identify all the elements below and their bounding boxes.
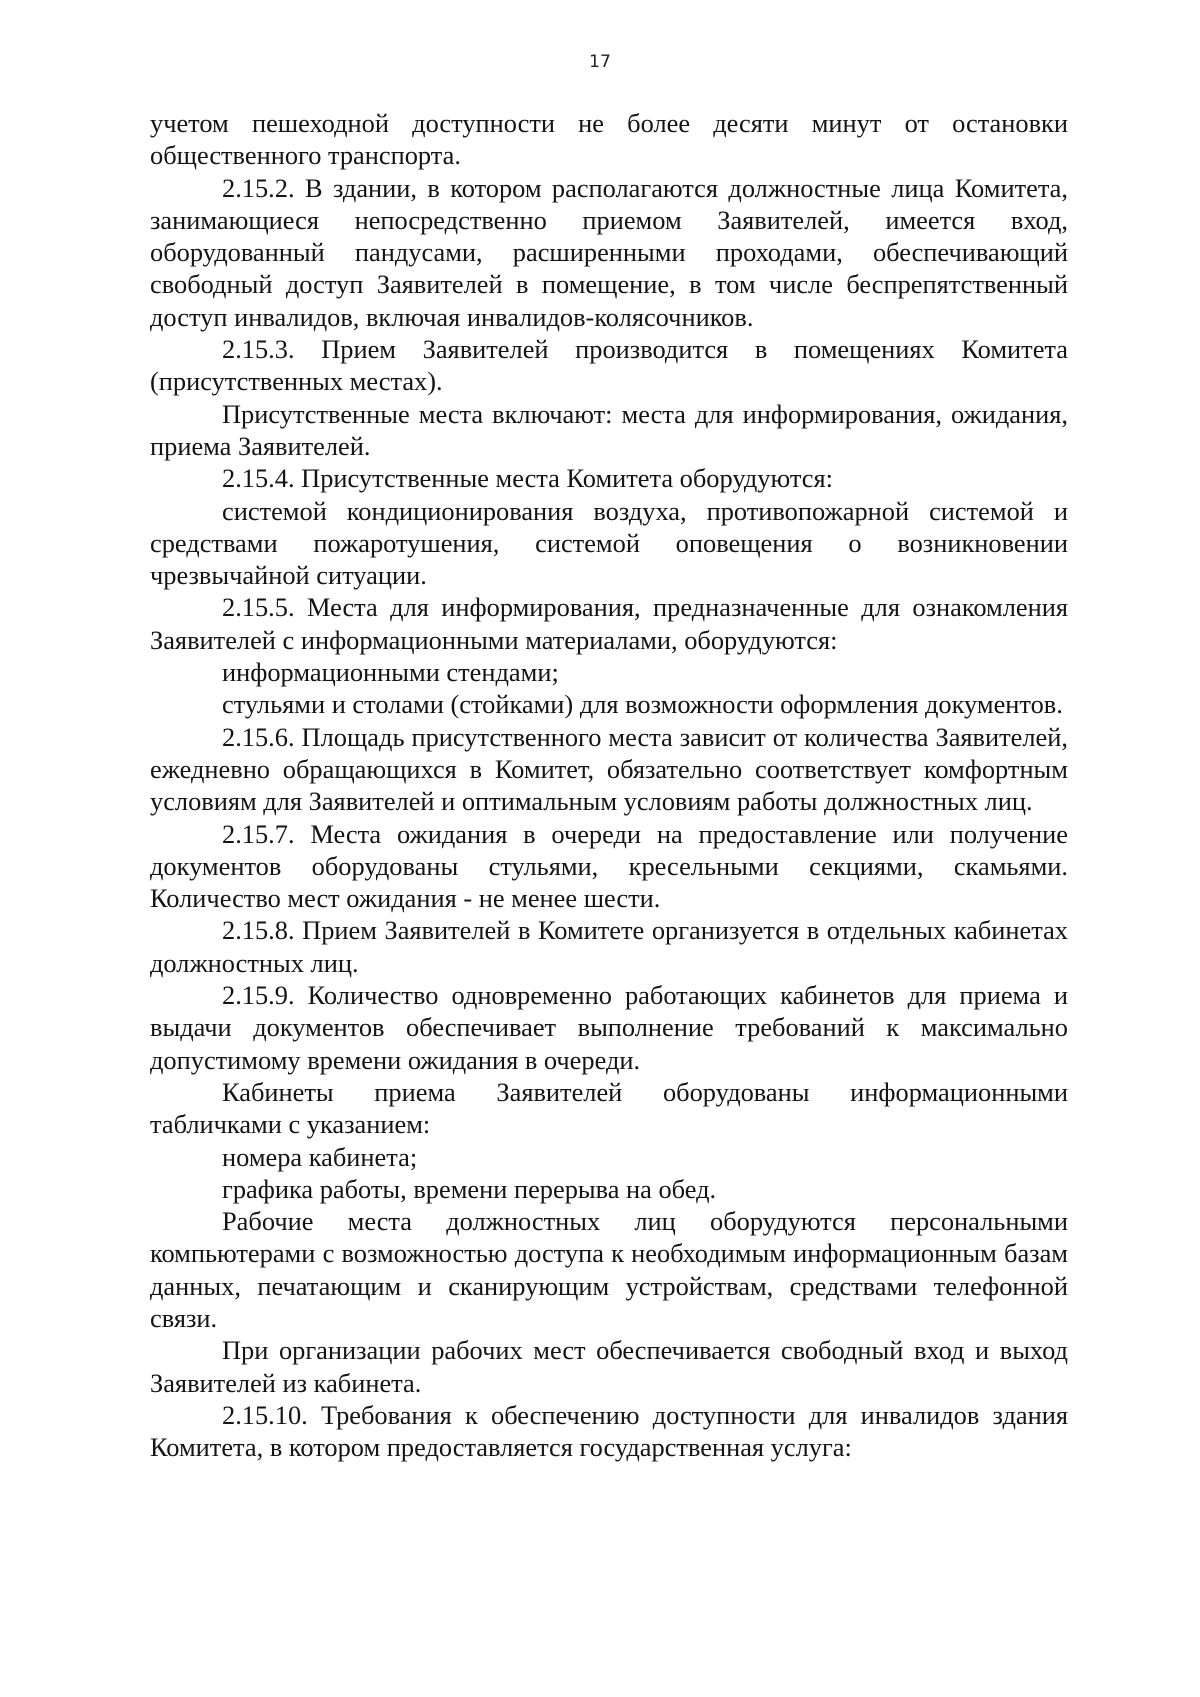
paragraph-2-15-5: 2.15.5. Места для информирования, предназначенные для ознакомления Заявителей с информационными материалами, оборудуются: bbox=[150, 592, 1068, 655]
paragraph-2-15-6: 2.15.6. Площадь присутственного места зависит от количества Заявителей, ежедневно обращающихся в Комитет, обязательно соответствует комфортным условиям для Заявителей и оптимальным условиям работы должностных лиц. bbox=[150, 721, 1068, 817]
paragraph-chairs-tables: стульями и столами (стойками) для возможности оформления документов. bbox=[222, 689, 1063, 720]
paragraph-2-15-2: 2.15.2. В здании, в котором располагаются должностные лица Комитета, занимающиеся непосредственно приемом Заявителей, имеется вход, оборудованный пандусами, расширенными проходами, обеспечивающий свободный доступ Заявителей в помещение, в том числе беспрепятственный доступ инвалидов, включая инвалидов-колясочников. bbox=[150, 172, 1068, 332]
paragraph-2-15-8: 2.15.8. Прием Заявителей в Комитете организуется в отдельных кабинетах должностных лиц. bbox=[150, 915, 1068, 978]
paragraph-2-15-7: 2.15.7. Места ожидания в очереди на предоставление или получение документов оборудованы стульями, кресельными секциями, скамьями. Количество мест ожидания - не менее шести. bbox=[150, 818, 1068, 914]
paragraph-cabinets: Кабинеты приема Заявителей оборудованы информационными табличками с указанием: bbox=[150, 1076, 1068, 1140]
page-number: 17 bbox=[589, 52, 611, 72]
paragraph-places-include: Присутственные места включают: места для информирования, ожидания, приема Заявителей. bbox=[150, 398, 1068, 461]
paragraph-free-access: При организации рабочих мест обеспечивается свободный вход и выход Заявителей из кабинета. bbox=[150, 1335, 1068, 1398]
paragraph-2-15-4: 2.15.4. Присутственные места Комитета оборудуются: bbox=[222, 463, 833, 494]
document-body bbox=[150, 107, 1068, 1463]
paragraph-workplaces: Рабочие места должностных лиц оборудуются персональными компьютерами с возможностью доступа к необходимым информационным базам данных, печатающим и сканирующим устройствам, средствами телефонной связи. bbox=[150, 1206, 1068, 1333]
paragraph-cabinet-number: номера кабинета; bbox=[222, 1141, 418, 1172]
paragraph-2-15-3: 2.15.3. Прием Заявителей производится в помещениях Комитета (присутственных местах). bbox=[150, 334, 1068, 397]
paragraph-systems: системой кондиционирования воздуха, противопожарной системой и средствами пожаротушения, системой оповещения о возникновении чрезвычайной ситуации. bbox=[150, 495, 1068, 591]
paragraph-continuation: учетом пешеходной доступности не более десяти минут от остановки общественного транспорта. bbox=[150, 108, 1068, 171]
paragraph-2-15-10: 2.15.10. Требования к обеспечению доступности для инвалидов здания Комитета, в котором предоставляется государственная услуга: bbox=[150, 1399, 1068, 1463]
paragraph-2-15-9: 2.15.9. Количество одновременно работающих кабинетов для приема и выдачи документов обеспечивает выполнение требований к максимально допустимому времени ожидания в очереди. bbox=[150, 980, 1068, 1075]
paragraph-stands: информационными стендами; bbox=[222, 657, 559, 688]
paragraph-schedule: графика работы, времени перерыва на обед. bbox=[222, 1173, 717, 1204]
